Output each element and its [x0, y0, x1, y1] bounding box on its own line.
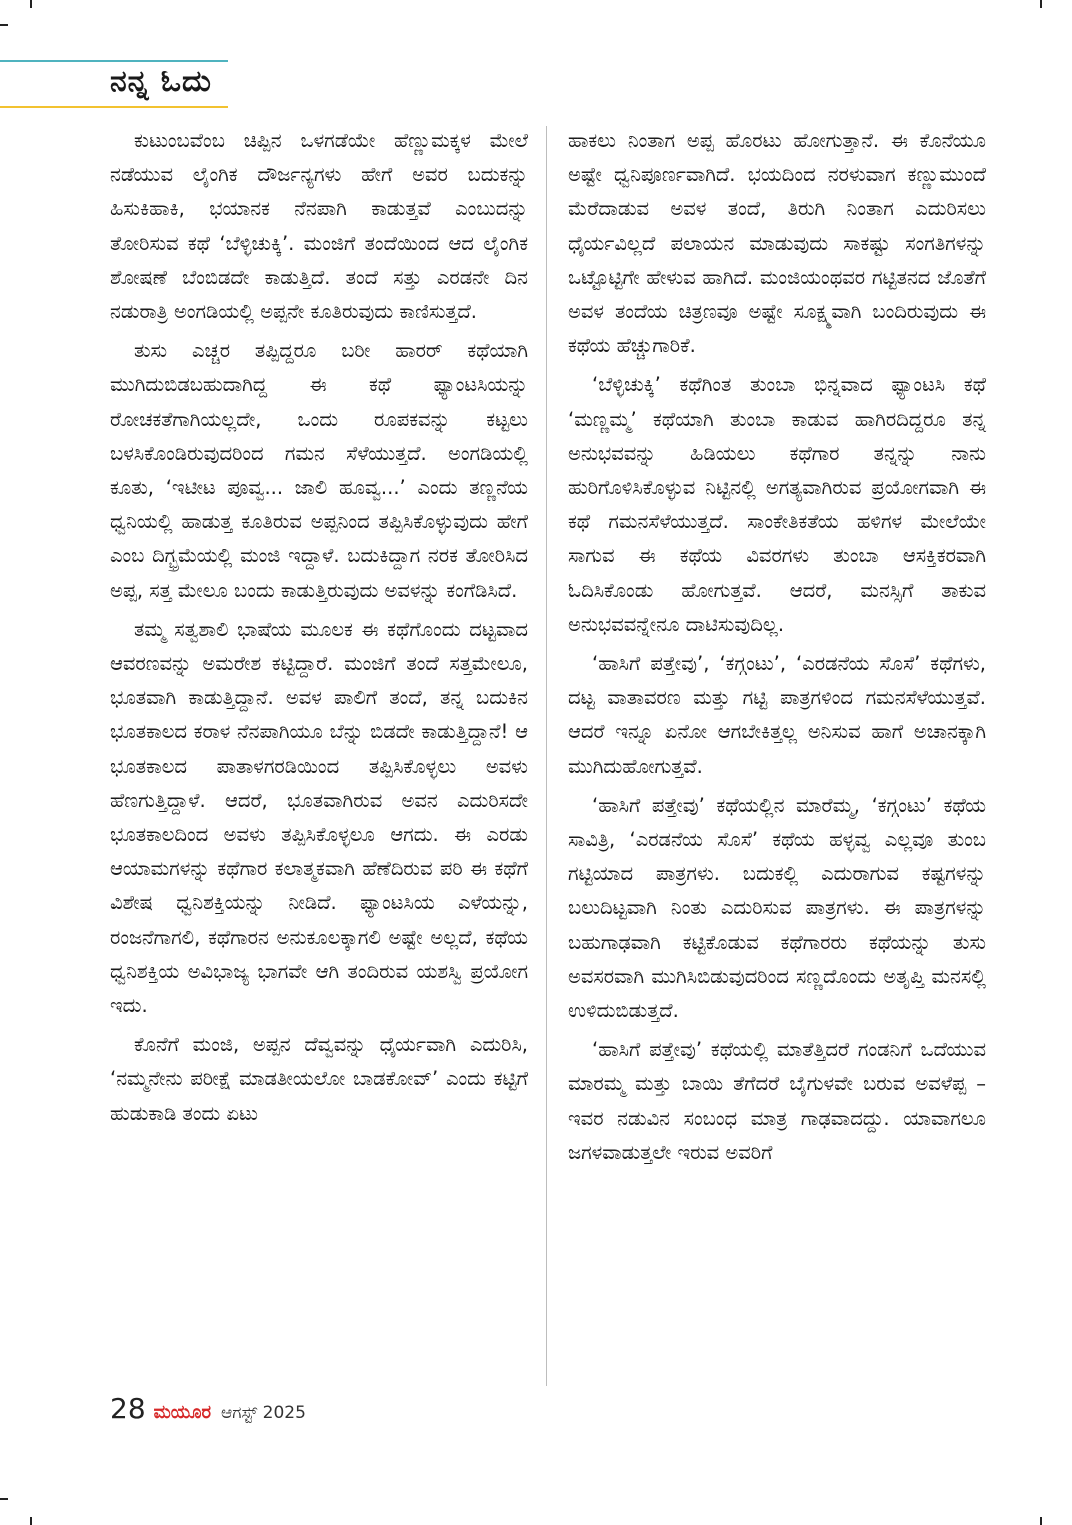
- paragraph: ‘ಹಾಸಿಗೆ ಪತ್ತೇವು’ ಕಥೆಯಲ್ಲಿ ಮಾತೆತ್ತಿದರೆ ಗಂಡನಿಗೆ ಒದೆಯುವ ಮಾರಮ್ಮ ಮತ್ತು ಬಾಯಿ ತೆಗೆದರೆ ಬೈಗುಳವೇ ಬರುವ ಅವಳೆಪ್ಪ – ಇವರ ನಡುವಿನ ಸಂಬಂಧ ಮಾತ್ರ ಗಾಢವಾದದ್ದು. ಯಾವಾಗಲೂ ಜಗಳವಾಡುತ್ತಲೇ ಇರುವ ಅವರಿಗೆ: [568, 1038, 986, 1164]
- paragraph: ತಮ್ಮ ಸತ್ವಶಾಲಿ ಭಾಷೆಯ ಮೂಲಕ ಈ ಕಥೆಗೊಂದು ದಟ್ಟವಾದ ಆವರಣವನ್ನು ಅಮರೇಶ ಕಟ್ಟಿದ್ದಾರೆ. ಮಂಜಿಗೆ ತಂದೆ ಸತ್ತಮೇಲೂ, ಭೂತವಾಗಿ ಕಾಡುತ್ತಿದ್ದಾನೆ. ಅವಳ ಪಾಲಿಗೆ ತಂದೆ, ತನ್ನ ಬದುಕಿನ ಭೂತಕಾಲದ ಕರಾಳ ನೆನಪಾಗಿಯೂ ಬೆನ್ನು ಬಿಡದೇ ಕಾಡುತ್ತಿದ್ದಾನೆ! ಆ ಭೂತಕಾಲದ ಪಾತಾಳಗರಡಿಯಿಂದ ತಪ್ಪಿಸಿಕೊಳ್ಳಲು ಅವಳು ಹೆಣಗುತ್ತಿದ್ದಾಳೆ. ಆದರೆ, ಭೂತವಾಗಿರುವ ಅವನ ಎದುರಿಸದೇ ಭೂತಕಾಲದಿಂದ ಅವಳು ತಪ್ಪಿಸಿಕೊಳ್ಳಲೂ ಆಗದು. ಈ ಎರಡು ಆಯಾಮಗಳನ್ನು ಕಥೆಗಾರ ಕಲಾತ್ಮಕವಾಗಿ ಹೆಣೆದಿರುವ ಪರಿ ಈ ಕಥೆಗೆ ವಿಶೇಷ ಧ್ವನಿಶಕ್ತಿಯನ್ನು ನೀಡಿದೆ. ಫ್ಯಾಂಟಸಿಯ ಎಳೆಯನ್ನು, ರಂಜನೆಗಾಗಲಿ, ಕಥೆಗಾರನ ಅನುಕೂಲಕ್ಕಾಗಲಿ ಅಷ್ಟೇ ಅಲ್ಲದೆ, ಕಥೆಯ ಧ್ವನಿಶಕ್ತಿಯ ಅವಿಭಾಜ್ಯ ಭಾಗವೇ ಆಗಿ ತಂದಿರುವ ಯಶಸ್ವಿ ಪ್ರಯೋಗ ಇದು.: [110, 617, 528, 1018]
- article-column-right: [568, 124, 986, 1170]
- page-number: 28: [110, 1392, 146, 1425]
- crop-mark: [1040, 1517, 1042, 1525]
- paragraph: ಕುಟುಂಬವೆಂಬ ಚಿಪ್ಪಿನ ಒಳಗಡೆಯೇ ಹೆಣ್ಣುಮಕ್ಕಳ ಮೇಲೆ ನಡೆಯುವ ಲೈಂಗಿಕ ದೌರ್ಜನ್ಯಗಳು ಹೇಗೆ ಅವರ ಬದುಕನ್ನು ಹಿಸುಕಿಹಾಕಿ, ಭಯಾನಕ ನೆನಪಾಗಿ ಕಾಡುತ್ತವೆ ಎಂಬುದನ್ನು ತೋರಿಸುವ ಕಥೆ ‘ಬೆಳ್ಳಿಚುಕ್ಕಿ’. ಮಂಜಿಗೆ ತಂದೆಯಿಂದ ಆದ ಲೈಂಗಿಕ ಶೋಷಣೆ ಬೆಂಬಿಡದೇ ಕಾಡುತ್ತಿದೆ. ತಂದೆ ಸತ್ತು ಎರಡನೇ ದಿನ ನಡುರಾತ್ರಿ ಅಂಗಡಿಯಲ್ಲಿ ಅಪ್ಪನೇ ಕೂತಿರುವುದು ಕಾಣಿಸುತ್ತದೆ.: [110, 129, 528, 324]
- paragraph: ತುಸು ಎಚ್ಚರ ತಪ್ಪಿದ್ದರೂ ಬರೀ ಹಾರರ್ ಕಥೆಯಾಗಿ ಮುಗಿದುಬಿಡಬಹುದಾಗಿದ್ದ ಈ ಕಥೆ ಫ್ಯಾಂಟಸಿಯನ್ನು ರೋಚಕತೆಗಾಗಿಯಲ್ಲದೇ, ಒಂದು ರೂಪಕವನ್ನು ಕಟ್ಟಲು ಬಳಸಿಕೊಂಡಿರುವುದರಿಂದ ಗಮನ ಸೆಳೆಯುತ್ತದೆ. ಅಂಗಡಿಯಲ್ಲಿ ಕೂತು, ‘ಇಟೀಟ ಪೂವ್ವ... ಜಾಲಿ ಹೂವ್ವ...’ ಎಂದು ತಣ್ಣನೆಯ ಧ್ವನಿಯಲ್ಲಿ ಹಾಡುತ್ತ ಕೂತಿರುವ ಅಪ್ಪನಿಂದ ತಪ್ಪಿಸಿಕೊಳ್ಳುವುದು ಹೇಗೆ ಎಂಬ ದಿಗ್ಭ್ರಮೆಯಲ್ಲಿ ಮಂಜಿ ಇದ್ದಾಳೆ. ಬದುಕಿದ್ದಾಗ ನರಕ ತೋರಿಸಿದ ಅಪ್ಪ, ಸತ್ತ ಮೇಲೂ ಬಂದು ಕಾಡುತ್ತಿರುವುದು ಅವಳನ್ನು ಕಂಗೆಡಿಸಿದೆ.: [110, 339, 528, 602]
- article-column-left: [110, 124, 528, 1131]
- issue-date: ಆಗಸ್ಟ್ 2025: [221, 1403, 306, 1423]
- header-rule-bottom: [0, 106, 228, 108]
- section-title: ನನ್ನ ಓದು: [110, 64, 212, 99]
- paragraph: ಹಾಕಲು ನಿಂತಾಗ ಅಪ್ಪ ಹೊರಟು ಹೋಗುತ್ತಾನೆ. ಈ ಕೊನೆಯೂ ಅಷ್ಟೇ ಧ್ವನಿಪೂರ್ಣವಾಗಿದೆ. ಭಯದಿಂದ ನರಳುವಾಗ ಕಣ್ಣುಮುಂದೆ ಮೆರೆದಾಡುವ ಅವಳ ತಂದೆ, ತಿರುಗಿ ನಿಂತಾಗ ಎದುರಿಸಲು ಧೈರ್ಯವಿಲ್ಲದೆ ಪಲಾಯನ ಮಾಡುವುದು ಸಾಕಷ್ಟು ಸಂಗತಿಗಳನ್ನು ಒಟ್ಟೊಟ್ಟಿಗೇ ಹೇಳುವ ಹಾಗಿದೆ. ಮಂಜಿಯಂಥವರ ಗಟ್ಟಿತನದ ಜೊತೆಗೆ ಅವಳ ತಂದೆಯ ಚಿತ್ರಣವೂ ಅಷ್ಟೇ ಸೂಕ್ಷ್ಮವಾಗಿ ಬಂದಿರುವುದು ಈ ಕಥೆಯ ಹೆಚ್ಚುಗಾರಿಕೆ.: [568, 129, 986, 358]
- column-divider: [546, 126, 547, 1386]
- paragraph: ‘ಬೆಳ್ಳಿಚುಕ್ಕಿ’ ಕಥೆಗಿಂತ ತುಂಬಾ ಭಿನ್ನವಾದ ಫ್ಯಾಂಟಸಿ ಕಥೆ ‘ಮಣ್ಣಮ್ಮ’ ಕಥೆಯಾಗಿ ತುಂಬಾ ಕಾಡುವ ಹಾಗಿರದಿದ್ದರೂ ತನ್ನ ಅನುಭವವನ್ನು ಹಿಡಿಯಲು ಕಥೆಗಾರ ತನ್ನನ್ನು ನಾನು ಹುರಿಗೊಳಿಸಿಕೊಳ್ಳುವ ನಿಟ್ಟಿನಲ್ಲಿ ಅಗತ್ಯವಾಗಿರುವ ಪ್ರಯೋಗವಾಗಿ ಈ ಕಥೆ ಗಮನಸೆಳೆಯುತ್ತದೆ. ಸಾಂಕೇತಿಕತೆಯ ಹಳಿಗಳ ಮೇಲೆಯೇ ಸಾಗುವ ಈ ಕಥೆಯ ವಿವರಗಳು ತುಂಬಾ ಆಸಕ್ತಿಕರವಾಗಿ ಓದಿಸಿಕೊಂಡು ಹೋಗುತ್ತವೆ. ಆದರೆ, ಮನಸ್ಸಿಗೆ ತಾಕುವ ಅನುಭವವನ್ನೇನೂ ದಾಟಿಸುವುದಿಲ್ಲ.: [568, 373, 986, 636]
- crop-mark: [0, 24, 8, 26]
- brand-logo: ಮಯೂರ: [153, 1402, 212, 1423]
- paragraph: ‘ಹಾಸಿಗೆ ಪತ್ತೇವು’ ಕಥೆಯಲ್ಲಿನ ಮಾರೆಮ್ಮ, ‘ಕಗ್ಗಂಟು’ ಕಥೆಯ ಸಾವಿತ್ರಿ, ‘ಎರಡನೆಯ ಸೊಸೆ’ ಕಥೆಯ ಹಳ್ಳವ್ವ ಎಲ್ಲವೂ ತುಂಬ ಗಟ್ಟಿಯಾದ ಪಾತ್ರಗಳು. ಬದುಕಲ್ಲಿ ಎದುರಾಗುವ ಕಷ್ಟಗಳನ್ನು ಬಲುದಿಟ್ಟವಾಗಿ ನಿಂತು ಎದುರಿಸುವ ಪಾತ್ರಗಳು. ಈ ಪಾತ್ರಗಳನ್ನು ಬಹುಗಾಢವಾಗಿ ಕಟ್ಟಿಕೊಡುವ ಕಥೆಗಾರರು ಕಥೆಯನ್ನು ತುಸು ಅವಸರವಾಗಿ ಮುಗಿಸಿಬಿಡುವುದರಿಂದ ಸಣ್ಣದೊಂದು ಅತೃಪ್ತಿ ಮನಸಲ್ಲಿ ಉಳಿದುಬಿಡುತ್ತದೆ.: [568, 793, 986, 1023]
- crop-mark: [30, 1517, 32, 1525]
- page-footer: [110, 1392, 306, 1432]
- crop-mark: [0, 1498, 8, 1500]
- crop-mark: [30, 0, 32, 8]
- header-rule-top: [0, 60, 228, 62]
- paragraph: ಕೊನೆಗೆ ಮಂಜಿ, ಅಪ್ಪನ ದೆವ್ವವನ್ನು ಧೈರ್ಯವಾಗಿ ಎದುರಿಸಿ, ‘ನಮ್ಮನೇನು ಪರೀಕ್ಷೆ ಮಾಡತೀಯಲೋ ಬಾಡಕೋವ್’ ಎಂದು ಕಟ್ಟಿಗೆ ಹುಡುಕಾಡಿ ತಂದು ಏಟು: [110, 1033, 528, 1125]
- crop-mark: [1040, 0, 1042, 8]
- paragraph: ‘ಹಾಸಿಗೆ ಪತ್ತೇವು’, ‘ಕಗ್ಗಂಟು’, ‘ಎರಡನೆಯ ಸೊಸೆ’ ಕಥೆಗಳು, ದಟ್ಟ ವಾತಾವರಣ ಮತ್ತು ಗಟ್ಟಿ ಪಾತ್ರಗಳಿಂದ ಗಮನಸೆಳೆಯುತ್ತವೆ. ಆದರೆ ಇನ್ನೂ ಏನೋ ಆಗಬೇಕಿತ್ತಲ್ಲ ಅನಿಸುವ ಹಾಗೆ ಅಚಾನಕ್ಕಾಗಿ ಮುಗಿದುಹೋಗುತ್ತವೆ.: [568, 652, 986, 778]
